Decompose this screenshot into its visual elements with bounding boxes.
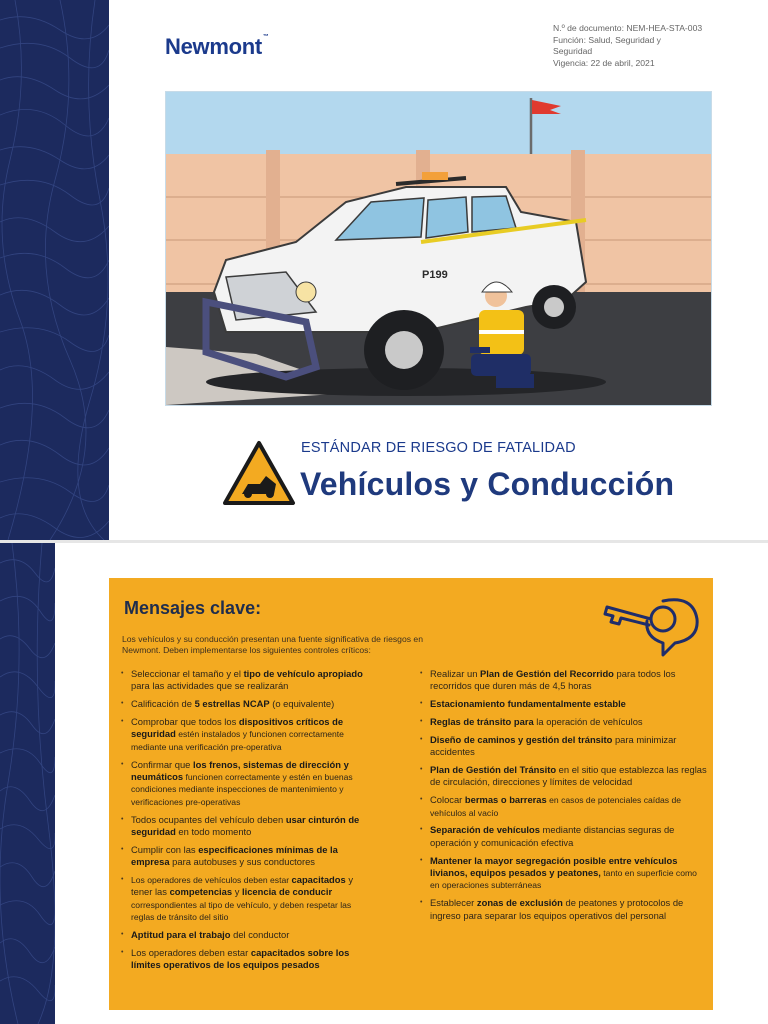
newmont-logo bbox=[165, 34, 269, 60]
control-item-text: en el sitio que establezca las reglas de circulación, direcciones y límites de velocidad bbox=[430, 764, 707, 788]
control-item-emphasis: licencia de conducir bbox=[242, 886, 333, 898]
control-item bbox=[420, 716, 708, 728]
key-messages-title: Mensajes clave: bbox=[124, 598, 262, 618]
control-item bbox=[121, 668, 373, 693]
key-messages-card bbox=[109, 578, 713, 1010]
control-item-emphasis: Reglas de tránsito para bbox=[430, 716, 534, 727]
control-item-emphasis: capacitados sobre los límites operativos de los equipos pesados bbox=[131, 946, 350, 971]
control-item-text: (o equivalente) bbox=[269, 698, 335, 710]
control-item-emphasis: competencias bbox=[169, 886, 233, 898]
control-item-emphasis: capacitados bbox=[291, 874, 346, 886]
control-item-emphasis: zonas de exclusión bbox=[476, 897, 563, 909]
control-item bbox=[121, 947, 373, 972]
document-info bbox=[553, 23, 723, 69]
trademark: ™ bbox=[262, 34, 269, 40]
control-item-text: del conductor bbox=[230, 929, 290, 941]
control-item bbox=[121, 716, 373, 753]
control-item-emphasis: usar cinturón de seguridad bbox=[131, 813, 360, 838]
control-item-emphasis: Plan de Gestión del Tránsito bbox=[430, 764, 557, 775]
document-validity: Vigencia: 22 de abril, 2021 bbox=[553, 57, 655, 68]
control-item-emphasis: tipo de vehículo apropiado bbox=[243, 668, 363, 679]
logo-text: Newmont bbox=[165, 34, 262, 59]
control-item-text: para todos los recorridos que duren más de 4,5 horas bbox=[430, 668, 676, 692]
control-item-emphasis: Diseño de caminos y gestión del tránsito bbox=[430, 733, 613, 745]
hazard-warning-icon bbox=[222, 440, 296, 511]
control-item-text: Cumplir con las bbox=[131, 843, 199, 855]
page-title: Vehículos y Conducción bbox=[300, 466, 675, 502]
control-item bbox=[121, 929, 373, 941]
control-item bbox=[420, 698, 708, 710]
control-item bbox=[420, 824, 708, 849]
control-item-text: tanto en superficie como en operaciones subterráneas bbox=[430, 868, 697, 891]
control-item-text: estén instalados y funcionen correctamente mediante una verificación pre-operativa bbox=[131, 729, 344, 752]
control-item-text: en todo momento bbox=[175, 826, 252, 838]
intro-paragraph: Los vehículos y su conducción presentan una fuente significativa de riesgos en Newmont. Deben implementarse los siguientes controles críticos: bbox=[122, 634, 423, 656]
control-item bbox=[121, 698, 373, 710]
control-item-text: de peatones y protocolos de ingreso para separar los equipos operativos del personal bbox=[430, 897, 684, 921]
right-controls-list bbox=[420, 668, 708, 927]
control-item-emphasis: los frenos, sistemas de dirección y neumáticos bbox=[131, 758, 349, 783]
control-item bbox=[420, 734, 708, 759]
control-item bbox=[121, 874, 373, 924]
control-item bbox=[121, 844, 373, 869]
vehicle-inspection-illustration bbox=[165, 91, 712, 406]
control-item-text: Confirmar que bbox=[131, 758, 194, 770]
control-item-emphasis: dispositivos críticos de seguridad bbox=[131, 716, 344, 740]
control-item-emphasis: Aptitud para el trabajo bbox=[131, 929, 231, 941]
control-item bbox=[121, 759, 373, 809]
control-item bbox=[420, 668, 708, 693]
control-item-text: Los operadores de vehículos deben estar bbox=[131, 875, 292, 886]
control-item-text: Los operadores deben estar bbox=[131, 946, 251, 958]
key-messages-page bbox=[0, 543, 768, 1024]
control-item-emphasis: Estacionamiento fundamentalmente estable bbox=[430, 698, 626, 710]
control-item-text: correspondientes al tipo de vehículo, y deben respetar las reglas de tránsito del sitio bbox=[131, 899, 352, 923]
control-item-text: y tener las bbox=[131, 874, 354, 898]
control-item-text: mediante distancias seguras de operación y comunicación efectiva bbox=[430, 824, 675, 848]
control-item-text: Seleccionar el tamaño y el bbox=[131, 668, 244, 679]
left-controls-list bbox=[121, 668, 373, 977]
control-item-emphasis: Plan de Gestión del Recorrido bbox=[480, 668, 614, 679]
standard-subtitle: ESTÁNDAR DE RIESGO DE FATALIDAD bbox=[301, 440, 576, 456]
document-function: Función: Salud, Seguridad y bbox=[553, 34, 661, 45]
control-item-emphasis: 5 estrellas NCAP bbox=[194, 698, 270, 710]
control-item-text: Establecer bbox=[430, 897, 477, 909]
decorative-side-band bbox=[0, 0, 109, 540]
control-item bbox=[420, 794, 708, 819]
decorative-side-band bbox=[0, 543, 55, 1024]
control-item-text: para autobuses y sus conductores bbox=[169, 856, 315, 868]
control-item-emphasis: Mantener la mayor segregación posible entre vehículos livianos, equipos pesados y peatones, bbox=[430, 854, 678, 879]
key-icon bbox=[601, 587, 707, 664]
control-item-text: la operación de vehículos bbox=[533, 716, 643, 727]
control-item-text: para las actividades que se realizarán bbox=[131, 680, 289, 692]
control-item bbox=[420, 855, 708, 892]
control-item-text: Realizar un bbox=[430, 668, 481, 679]
control-item-text: y bbox=[232, 886, 242, 898]
document-function-cont: Seguridad bbox=[553, 46, 593, 57]
control-item-text: funcionen correctamente y estén en buenas condiciones mediante inspecciones de mantenimiento y verificaciones pre-operativas bbox=[131, 772, 353, 807]
control-item-text: Todos ocupantes del vehículo deben bbox=[131, 813, 286, 825]
control-item bbox=[420, 764, 708, 789]
control-item-text: Comprobar que todos los bbox=[131, 716, 239, 727]
control-item-text: en casos de potenciales caídas de vehículos al vacío bbox=[430, 795, 681, 818]
control-item-emphasis: especificaciones mínimas de la empresa bbox=[131, 843, 338, 868]
document-number: N.º de documento: NEM-HEA-STA-003 bbox=[553, 23, 703, 33]
control-item-text: para minimizar accidentes bbox=[430, 733, 677, 758]
control-item-emphasis: Separación de vehículos bbox=[430, 824, 540, 836]
control-item-text: Calificación de bbox=[131, 698, 195, 710]
control-item bbox=[121, 814, 373, 839]
vehicle-plate: P199 bbox=[422, 269, 448, 281]
control-item bbox=[420, 897, 708, 922]
control-item-emphasis: bermas o barreras bbox=[464, 794, 547, 806]
control-item-text: Colocar bbox=[430, 794, 465, 806]
